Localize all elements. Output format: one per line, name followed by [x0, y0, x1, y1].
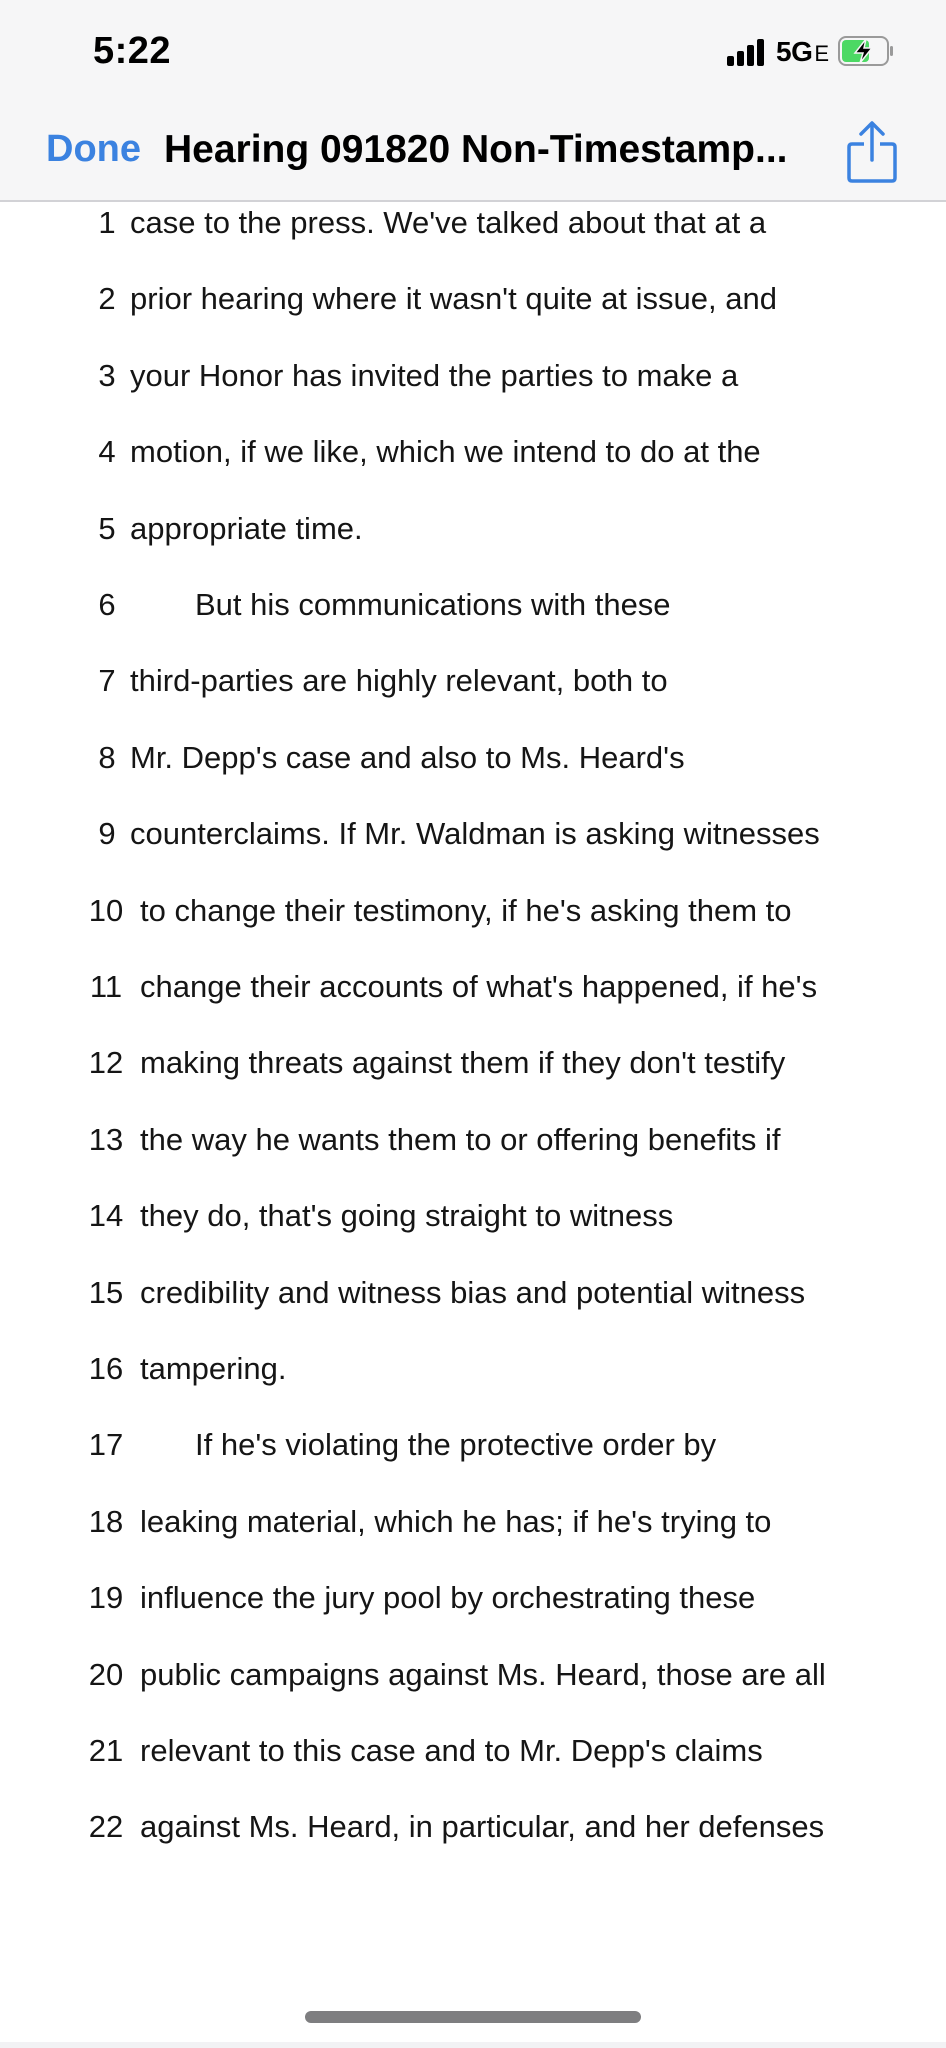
line-text: If he's violating the protective order by	[195, 1427, 717, 1463]
line-number: 22	[88, 1809, 124, 1845]
line-number: 19	[88, 1580, 124, 1616]
line-text: public campaigns against Ms. Heard, those are all	[140, 1656, 826, 1692]
transcript-line	[0, 585, 946, 645]
transcript-line	[0, 1807, 946, 1867]
line-number: 13	[88, 1121, 124, 1157]
transcript-line	[0, 1273, 946, 1333]
line-number: 8	[98, 739, 116, 775]
transcript-line	[0, 738, 946, 798]
line-text: third-parties are highly relevant, both to	[130, 663, 668, 699]
line-number: 15	[88, 1274, 124, 1310]
line-number: 5	[98, 510, 116, 546]
transcript-line	[0, 279, 946, 339]
line-text: counterclaims. If Mr. Waldman is asking witnesses	[130, 816, 820, 852]
transcript-line	[0, 1502, 946, 1562]
transcript-line	[0, 1043, 946, 1103]
line-text: tampering.	[140, 1351, 287, 1386]
line-text: motion, if we like, which we intend to do at the	[130, 434, 761, 470]
line-number: 1	[98, 205, 116, 240]
line-number: 20	[88, 1656, 124, 1692]
line-number: 12	[88, 1045, 124, 1081]
line-number: 4	[98, 434, 116, 470]
transcript-line	[0, 432, 946, 492]
network-indicator	[776, 36, 829, 68]
transcript-line	[0, 509, 946, 569]
line-number: 7	[98, 663, 116, 699]
status-bar	[0, 0, 946, 110]
transcript-line	[0, 891, 946, 951]
status-time: 5:22	[93, 30, 172, 72]
line-number: 18	[88, 1503, 124, 1539]
line-number: 6	[98, 587, 116, 622]
line-number: 2	[98, 281, 116, 317]
line-text: against Ms. Heard, in particular, and her defenses	[140, 1809, 825, 1845]
line-number: 14	[88, 1198, 124, 1234]
line-number: 21	[88, 1733, 124, 1768]
navigation-bar	[0, 110, 946, 202]
transcript-line	[0, 1578, 946, 1638]
line-text: prior hearing where it wasn't quite at issue, and	[130, 281, 777, 317]
line-text: they do, that's going straight to witness	[140, 1198, 674, 1234]
transcript-line	[0, 1425, 946, 1485]
line-text: Mr. Depp's case and also to Ms. Heard's	[130, 739, 685, 775]
transcript-line	[0, 1655, 946, 1715]
line-text: appropriate time.	[130, 510, 363, 546]
transcript-line	[0, 203, 946, 263]
bottom-edge	[0, 2042, 946, 2048]
line-text: case to the press. We've talked about that at a	[130, 205, 767, 240]
line-text: relevant to this case and to Mr. Depp's claims	[140, 1733, 763, 1768]
transcript-line	[0, 814, 946, 874]
home-indicator[interactable]	[305, 2011, 641, 2023]
transcript-line	[0, 356, 946, 416]
line-text: leaking material, which he has; if he's trying to	[140, 1503, 772, 1539]
line-text: the way he wants them to or offering benefits if	[140, 1121, 781, 1157]
battery-charging-icon	[838, 36, 894, 66]
transcript-line	[0, 1120, 946, 1180]
line-text: to change their testimony, if he's asking them to	[140, 892, 792, 928]
line-text: influence the jury pool by orchestrating these	[140, 1580, 756, 1616]
line-number: 17	[88, 1427, 124, 1463]
done-button[interactable]: Done	[46, 128, 141, 170]
line-text: your Honor has invited the parties to make a	[130, 357, 739, 393]
share-icon[interactable]	[846, 120, 898, 184]
line-number: 16	[88, 1351, 124, 1386]
document-title: Hearing 091820 Non-Timestamp...	[164, 128, 788, 171]
transcript-line	[0, 661, 946, 721]
line-number: 11	[89, 969, 123, 1004]
transcript-line	[0, 1196, 946, 1256]
cellular-signal-icon	[727, 38, 767, 66]
line-text: change their accounts of what's happened, if he's	[140, 969, 818, 1004]
network-type: 5G	[776, 36, 813, 67]
network-suffix: E	[814, 41, 829, 66]
transcript-line	[0, 1731, 946, 1791]
line-text: making threats against them if they don't testify	[140, 1045, 786, 1081]
line-number: 3	[98, 357, 116, 393]
transcript-line	[0, 967, 946, 1027]
transcript-line	[0, 1349, 946, 1409]
line-text: credibility and witness bias and potential witness	[140, 1274, 806, 1310]
line-number: 9	[98, 816, 116, 852]
line-text: But his communications with these	[195, 587, 671, 622]
line-number: 10	[88, 892, 124, 928]
